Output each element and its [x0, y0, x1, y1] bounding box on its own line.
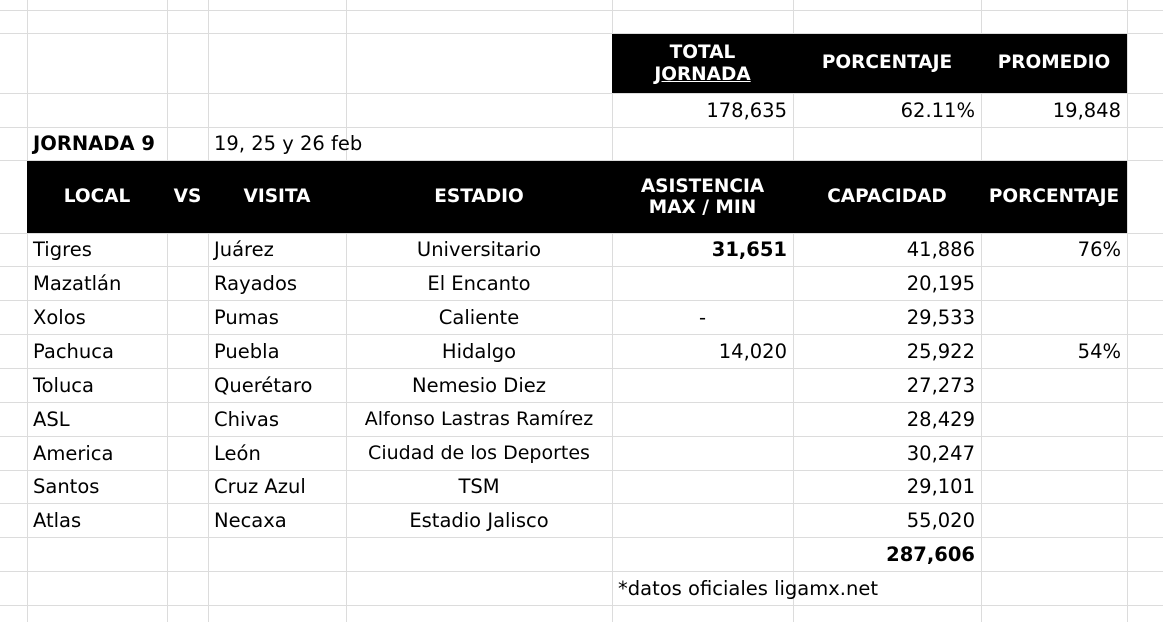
- cell-visita[interactable]: Puebla: [214, 339, 280, 363]
- cell-asistencia[interactable]: [612, 369, 793, 402]
- cell-local[interactable]: Tigres: [33, 238, 92, 262]
- cell-visita[interactable]: Pumas: [214, 305, 279, 329]
- jornada-dates[interactable]: 19, 25 y 26 feb: [214, 132, 363, 156]
- cell-local[interactable]: ASL: [33, 407, 70, 431]
- total-capacidad[interactable]: 287,606: [886, 542, 975, 566]
- jornada-label[interactable]: JORNADA 9: [33, 132, 155, 156]
- col-header-asistencia[interactable]: [612, 161, 793, 233]
- cell-estadio[interactable]: El Encanto: [427, 271, 531, 295]
- summary-header-porcentaje[interactable]: PORCENTAJE: [793, 34, 981, 93]
- cell-asistencia[interactable]: [612, 267, 793, 300]
- summary-header-total[interactable]: [612, 34, 793, 93]
- cell-visita[interactable]: Querétaro: [214, 373, 313, 397]
- cell-local[interactable]: Xolos: [33, 305, 86, 329]
- summary-total-value[interactable]: 178,635: [706, 98, 787, 122]
- cell-visita[interactable]: Rayados: [214, 271, 298, 295]
- cell-local[interactable]: Atlas: [33, 508, 82, 532]
- cell-porcentaje[interactable]: 54%: [1077, 339, 1121, 363]
- cell-asistencia[interactable]: [612, 504, 793, 537]
- cell-estadio[interactable]: TSM: [458, 475, 500, 499]
- cell-local[interactable]: America: [33, 441, 114, 465]
- cell-porcentaje[interactable]: [981, 301, 1127, 334]
- cell-local[interactable]: Toluca: [33, 373, 94, 397]
- summary-promedio-value[interactable]: 19,848: [1052, 98, 1121, 122]
- cell-capacidad[interactable]: 29,101: [906, 475, 975, 499]
- cell-capacidad[interactable]: 30,247: [906, 441, 975, 465]
- cell-porcentaje[interactable]: [981, 471, 1127, 503]
- cell-local[interactable]: Santos: [33, 475, 100, 499]
- cell-local[interactable]: Mazatlán: [33, 271, 122, 295]
- cell-capacidad[interactable]: 27,273: [906, 373, 975, 397]
- col-header-visita[interactable]: VISITA: [208, 161, 346, 233]
- cell-porcentaje[interactable]: [981, 267, 1127, 300]
- cell-asistencia[interactable]: -: [698, 305, 707, 329]
- cell-porcentaje[interactable]: [981, 369, 1127, 402]
- cell-estadio[interactable]: Alfonso Lastras Ramírez: [364, 408, 594, 430]
- cell-asistencia[interactable]: [612, 437, 793, 470]
- cell-local[interactable]: Pachuca: [33, 339, 114, 363]
- cell-porcentaje[interactable]: [981, 504, 1127, 537]
- cell-visita[interactable]: Cruz Azul: [214, 475, 306, 499]
- cell-porcentaje[interactable]: [981, 403, 1127, 436]
- cell-estadio[interactable]: Caliente: [438, 305, 520, 329]
- col-header-local[interactable]: LOCAL: [27, 161, 167, 233]
- col-header-capacidad[interactable]: CAPACIDAD: [793, 161, 981, 233]
- cell-visita[interactable]: Necaxa: [214, 508, 287, 532]
- cell-estadio[interactable]: Universitario: [416, 238, 542, 262]
- cell-capacidad[interactable]: 20,195: [906, 271, 975, 295]
- cell-porcentaje[interactable]: 76%: [1077, 238, 1121, 262]
- col-header-asistencia-line1: ASISTENCIA: [640, 175, 765, 197]
- summary-porcentaje-value[interactable]: 62.11%: [900, 98, 975, 122]
- cell-capacidad[interactable]: 41,886: [906, 238, 975, 262]
- cell-asistencia[interactable]: [612, 403, 793, 436]
- cell-visita[interactable]: Juárez: [214, 238, 274, 262]
- cell-estadio[interactable]: Nemesio Diez: [412, 373, 546, 397]
- cell-capacidad[interactable]: 25,922: [906, 339, 975, 363]
- summary-header-total-line2: JORNADA: [654, 63, 751, 85]
- col-header-porcentaje[interactable]: PORCENTAJE: [981, 161, 1127, 233]
- col-header-vs[interactable]: VS: [167, 161, 208, 233]
- cell-asistencia[interactable]: 31,651: [711, 238, 787, 262]
- cell-visita[interactable]: León: [214, 441, 261, 465]
- summary-header-total-line1: TOTAL: [669, 42, 736, 64]
- cell-estadio[interactable]: Estadio Jalisco: [409, 508, 549, 532]
- footnote[interactable]: *datos oficiales ligamx.net: [618, 576, 878, 600]
- cell-capacidad[interactable]: 29,533: [906, 305, 975, 329]
- col-header-asistencia-line2: MAX / MIN: [648, 197, 757, 218]
- cell-visita[interactable]: Chivas: [214, 407, 280, 431]
- cell-capacidad[interactable]: 28,429: [906, 407, 975, 431]
- cell-asistencia[interactable]: 14,020: [718, 339, 787, 363]
- summary-header-promedio[interactable]: PROMEDIO: [981, 34, 1127, 93]
- cell-estadio[interactable]: Hidalgo: [441, 339, 517, 363]
- cell-asistencia[interactable]: [612, 471, 793, 503]
- col-header-estadio[interactable]: ESTADIO: [346, 161, 612, 233]
- cell-estadio[interactable]: Ciudad de los Deportes: [368, 442, 590, 464]
- cell-porcentaje[interactable]: [981, 437, 1127, 470]
- cell-capacidad[interactable]: 55,020: [906, 508, 975, 532]
